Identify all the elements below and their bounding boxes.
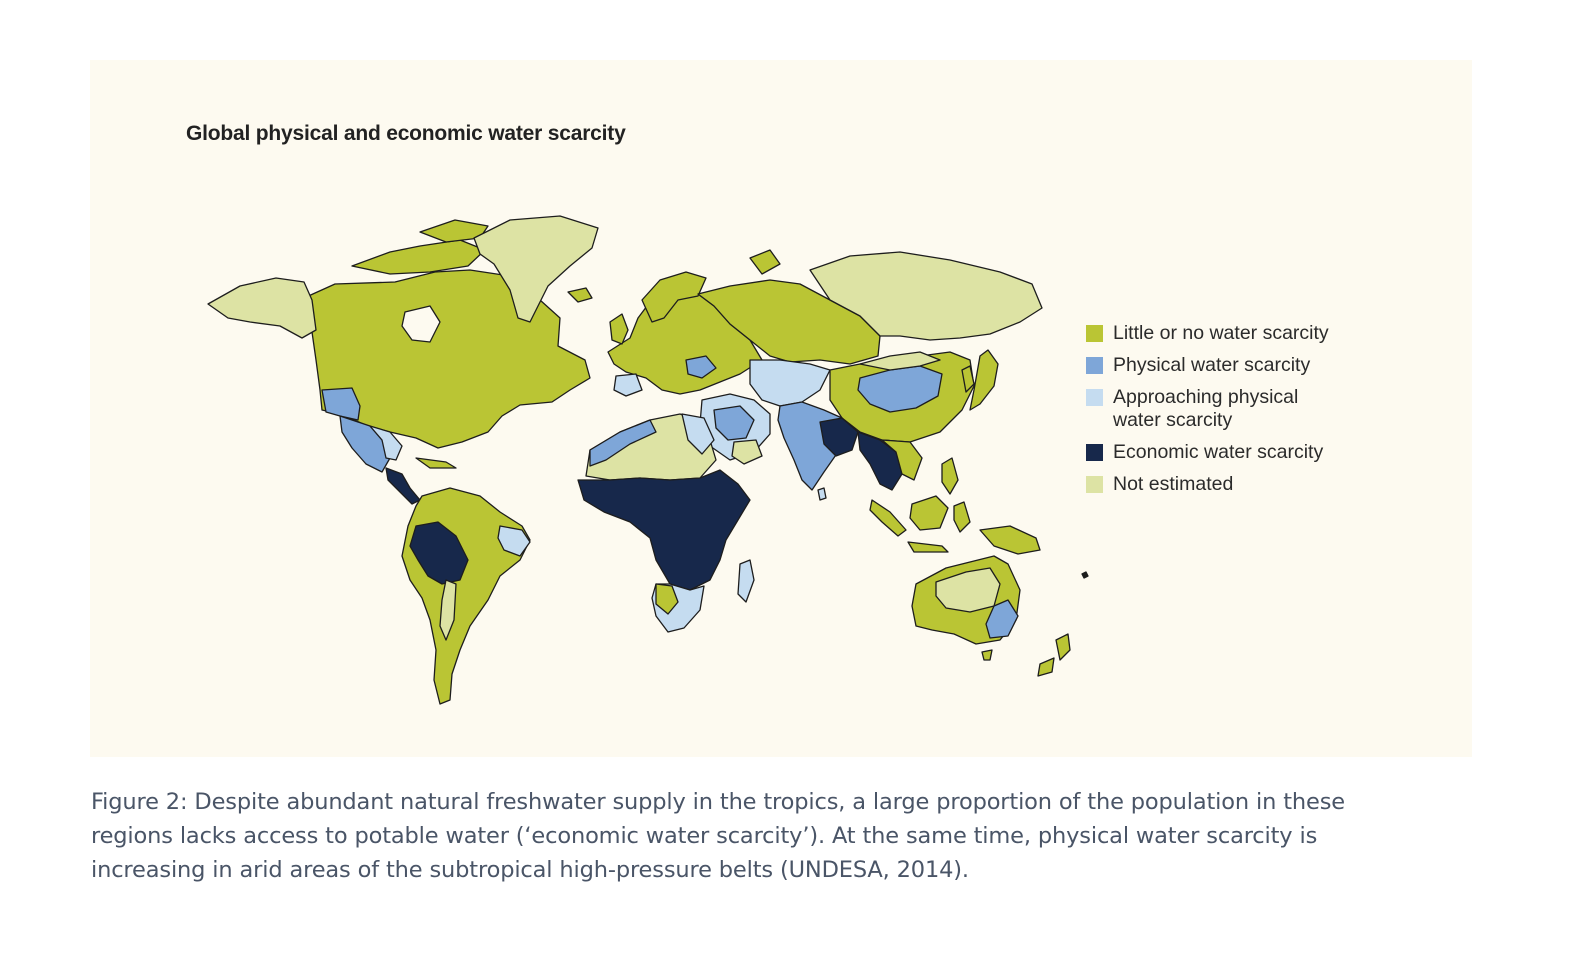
legend-item-approaching xyxy=(1086,386,1386,432)
arabia-not-estimated xyxy=(732,440,762,464)
legend-item-economic xyxy=(1086,441,1386,464)
pacific-islands xyxy=(1082,572,1088,578)
borneo xyxy=(910,496,948,530)
arctic-islands xyxy=(352,240,485,274)
tasmania xyxy=(982,650,992,660)
legend-swatch-physical xyxy=(1086,357,1103,374)
legend-swatch-not-estimated xyxy=(1086,476,1103,493)
legend-swatch-approaching xyxy=(1086,389,1103,406)
new-zealand xyxy=(1056,634,1070,660)
legend-swatch-little xyxy=(1086,325,1103,342)
iceland xyxy=(568,288,592,302)
legend-swatch-economic xyxy=(1086,444,1103,461)
us-southwest xyxy=(322,388,360,420)
alaska xyxy=(208,278,316,338)
caption-line: Figure 2: Despite abundant natural freshwater supply in the tropics, a large proportion of the population in these xyxy=(91,789,1345,815)
java xyxy=(908,542,948,552)
novaya-zemlya xyxy=(750,250,780,274)
uk xyxy=(610,314,628,344)
legend-label-economic: Economic water scarcity xyxy=(1113,441,1324,463)
legend-label-not-estimated: Not estimated xyxy=(1113,473,1234,495)
legend-item-physical xyxy=(1086,354,1386,377)
sumatra xyxy=(870,500,906,536)
new-guinea xyxy=(980,526,1040,554)
sri-lanka xyxy=(818,488,826,500)
legend-label-approaching: Approaching physical water scarcity xyxy=(1113,386,1299,431)
africa-economic xyxy=(578,470,750,590)
legend-item-little xyxy=(1086,322,1386,345)
map-title: Global physical and economic water scarcity xyxy=(186,122,626,145)
legend-label-physical: Physical water scarcity xyxy=(1113,354,1311,376)
caption-line: increasing in arid areas of the subtropical high-pressure belts (UNDESA, 2014). xyxy=(91,857,969,883)
map-legend xyxy=(1086,322,1386,505)
central-asia xyxy=(750,360,830,406)
legend-item-not-estimated xyxy=(1086,473,1386,496)
cuba xyxy=(416,458,456,468)
madagascar xyxy=(738,560,754,602)
new-zealand-south xyxy=(1038,658,1054,676)
caption-line: regions lacks access to potable water (‘economic water scarcity’). At the same time, physical water scarcity is xyxy=(91,823,1318,849)
central-america xyxy=(386,468,420,504)
japan xyxy=(970,350,998,410)
south-america xyxy=(402,488,530,704)
philippines xyxy=(942,458,958,494)
figure-panel xyxy=(90,60,1472,757)
figure-caption xyxy=(91,785,1491,887)
legend-label-little: Little or no water scarcity xyxy=(1113,322,1329,344)
sulawesi xyxy=(954,502,970,532)
iberia-approaching xyxy=(614,374,642,396)
